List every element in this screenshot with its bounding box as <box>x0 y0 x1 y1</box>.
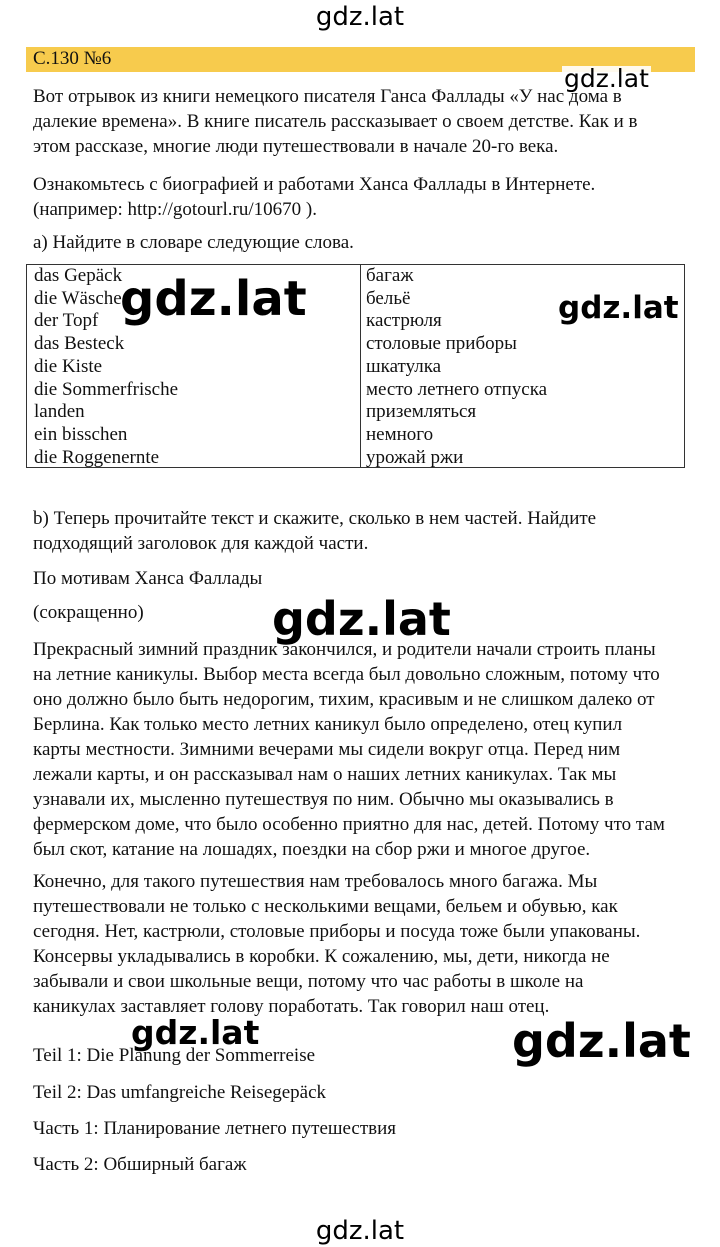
exercise-label: С.130 №6 <box>33 48 112 69</box>
story-note: (сокращенно) <box>33 602 144 623</box>
russian-word: багаж <box>366 265 414 286</box>
story-line: Прекрасный зимний праздник закончился, и родители начали строить планы <box>33 639 656 660</box>
story-line: карты местности. Зимними вечерами мы сидели вокруг отца. Перед ним <box>33 739 621 760</box>
answer-part-2: Часть 2: Обширный багаж <box>33 1154 247 1175</box>
story-line: Берлина. Как только место летних каникул было определено, отец купил <box>33 714 623 735</box>
german-word: die Sommerfrische <box>34 378 179 400</box>
intro-paragraph <box>33 84 693 159</box>
russian-word: приземляться <box>366 401 477 423</box>
task-b-line: подходящий заголовок для каждой части. <box>33 533 369 554</box>
german-word: die Roggenernte <box>34 446 160 468</box>
watermark-big-1: gdz.lat <box>120 271 307 327</box>
story-line: оно должно было быть недорогим, тихим, красивым и не слишком далеко от <box>33 689 655 710</box>
intro-line: далекие времена». В книге писатель рассказывает о своем детстве. Как и в <box>33 111 638 132</box>
german-word: das Gepäck <box>34 265 123 286</box>
watermark-small-1: gdz.lat <box>564 64 649 93</box>
russian-column <box>366 265 547 469</box>
german-word: die Wäsche <box>34 287 122 309</box>
bio-paragraph <box>33 172 693 222</box>
russian-word: место летнего отпуска <box>366 378 548 400</box>
watermark-bottom: gdz.lat <box>315 1216 405 1246</box>
answer-part-1: Часть 1: Планирование летнего путешествия <box>33 1118 397 1139</box>
german-word: landen <box>34 401 85 423</box>
story-line: сегодня. Нет, кастрюли, столовые приборы и посуда тоже были упакованы. <box>33 921 641 942</box>
story-paragraph-2 <box>33 869 693 1019</box>
intro-line: этом рассказе, многие люди путешествовали в начале 20-го века. <box>33 136 559 157</box>
russian-word: немного <box>366 423 434 445</box>
russian-word: бельё <box>366 287 411 309</box>
story-line: узнавали их, мысленно путешествуя по ним. Обычно мы оказывались в <box>33 789 614 810</box>
story-line: фермерском доме, что было особенно приятно для нас, детей. Потому что там <box>33 814 665 835</box>
task-a: а) Найдите в словаре следующие слова. <box>33 232 354 253</box>
watermark-small-2: gdz.lat <box>558 290 679 326</box>
bio-line: (например: http://gotourl.ru/10670 ). <box>33 199 317 220</box>
story-line: Консервы укладывались в коробки. К сожалению, мы, дети, никогда не <box>33 946 610 967</box>
watermark-small-3: gdz.lat <box>131 1013 260 1052</box>
german-word: das Besteck <box>34 333 125 355</box>
story-line: был скот, катание на лошадях, поездки на сбор ржи и многое другое. <box>33 839 591 860</box>
russian-word: шкатулка <box>366 355 442 377</box>
russian-word: урожай ржи <box>366 446 464 468</box>
story-title: По мотивам Ханса Фаллады <box>33 568 263 589</box>
watermark-big-2: gdz.lat <box>272 592 451 646</box>
story-line: каникулах заставляет голову поработать. Так говорил наш отец. <box>33 996 550 1017</box>
story-line: Конечно, для такого путешествия нам требовалось много багажа. Мы <box>33 871 598 892</box>
russian-word: кастрюля <box>366 310 442 332</box>
task-b-line: b) Теперь прочитайте текст и скажите, сколько в нем частей. Найдите <box>33 508 597 529</box>
story-line: забывали и свои школьные вещи, потому что час работы в школе на <box>33 971 584 992</box>
story-paragraph-1 <box>33 637 693 862</box>
bio-line: Ознакомьтесь с биографией и работами Ханса Фаллады в Интернете. <box>33 174 596 195</box>
answer-teil-1: Teil 1: Die Planung der Sommerreise <box>33 1045 316 1066</box>
story-line: путешествовали не только с несколькими вещами, бельем и обувью, как <box>33 896 618 917</box>
intro-line: Вот отрывок из книги немецкого писателя Ганса Фаллады «У нас дома в <box>33 86 622 107</box>
story-line: на летние каникулы. Выбор места всегда был довольно сложным, потому что <box>33 664 660 685</box>
watermark-big-3: gdz.lat <box>512 1014 691 1068</box>
german-word: der Topf <box>34 310 99 332</box>
russian-word: столовые приборы <box>366 333 517 355</box>
watermark-top: gdz.lat <box>315 2 405 32</box>
task-b <box>33 506 693 556</box>
story-line: лежали карты, и он рассказывал нам о наших летних каникулах. Так мы <box>33 764 617 785</box>
german-word: ein bisschen <box>34 423 128 445</box>
table-divider <box>360 265 361 467</box>
answer-teil-2: Teil 2: Das umfangreiche Reisegepäck <box>33 1082 327 1103</box>
german-word: die Kiste <box>34 355 103 377</box>
